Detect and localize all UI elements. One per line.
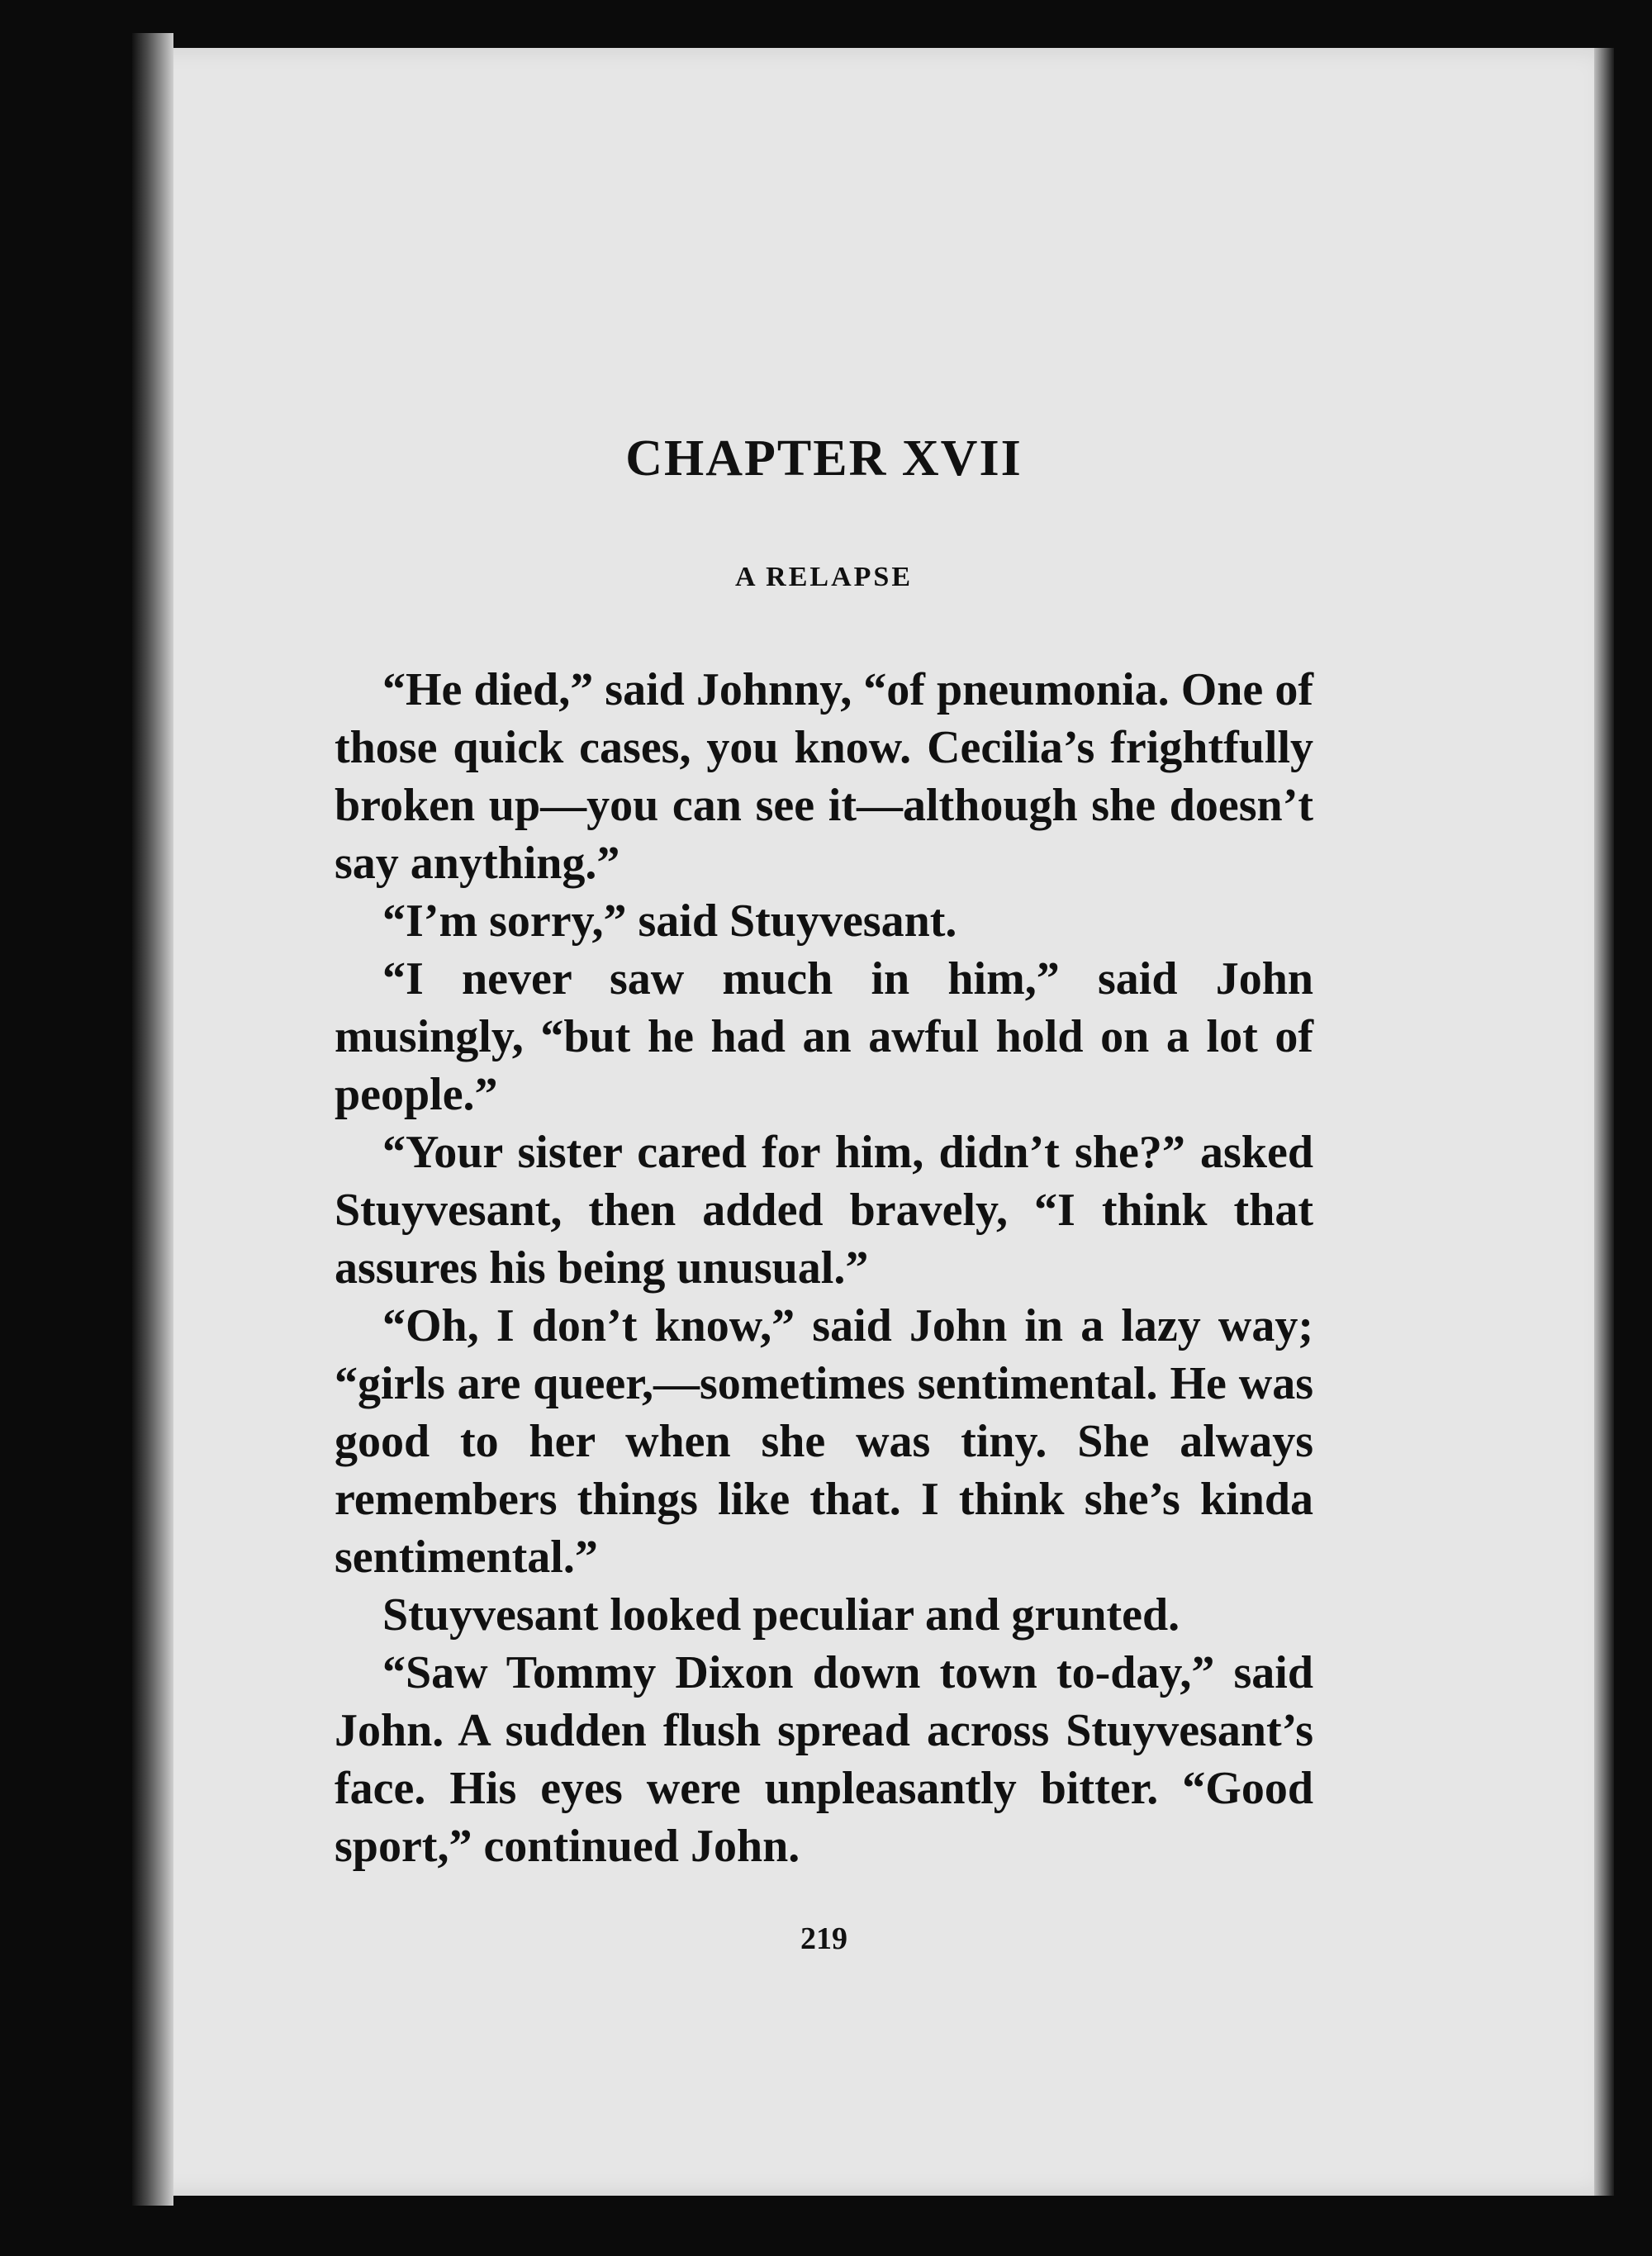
paragraph: “Your sister cared for him, didn’t she?” asked Stuyvesant, then added bravely, “I think that assures his being unusual.”	[335, 1127, 1313, 1294]
book-gutter	[132, 33, 173, 2206]
page-number: 219	[800, 1921, 847, 1956]
paragraph: “I’m sorry,” said Stuyvesant.	[382, 895, 957, 947]
section-title: A RELAPSE	[735, 562, 913, 592]
page-edge	[1594, 48, 1614, 2196]
chapter-title: CHAPTER XVII	[625, 430, 1023, 487]
body-text	[335, 661, 1313, 1875]
paragraph: Stuyvesant looked peculiar and grunted.	[382, 1589, 1180, 1641]
paragraph: “He died,” said Johnny, “of pneumonia. One of those quick cases, you know. Cecilia’s frightfully broken up—you can see it—although she doesn’t say anything.”	[335, 664, 1313, 889]
paragraph: “Oh, I don’t know,” said John in a lazy way; “girls are queer,—sometimes sentimental. He was good to her when she was tiny. She always remembers things like that. I think she’s kinda sentimental.”	[335, 1300, 1313, 1583]
paragraph: “Saw Tommy Dixon down town to-day,” said John. A sudden flush spread across Stuyvesant’s face. His eyes were unpleasantly bitter. “Good sport,” continued John.	[335, 1647, 1313, 1872]
paragraph: “I never saw much in him,” said John musingly, “but he had an awful hold on a lot of people.”	[335, 953, 1313, 1120]
